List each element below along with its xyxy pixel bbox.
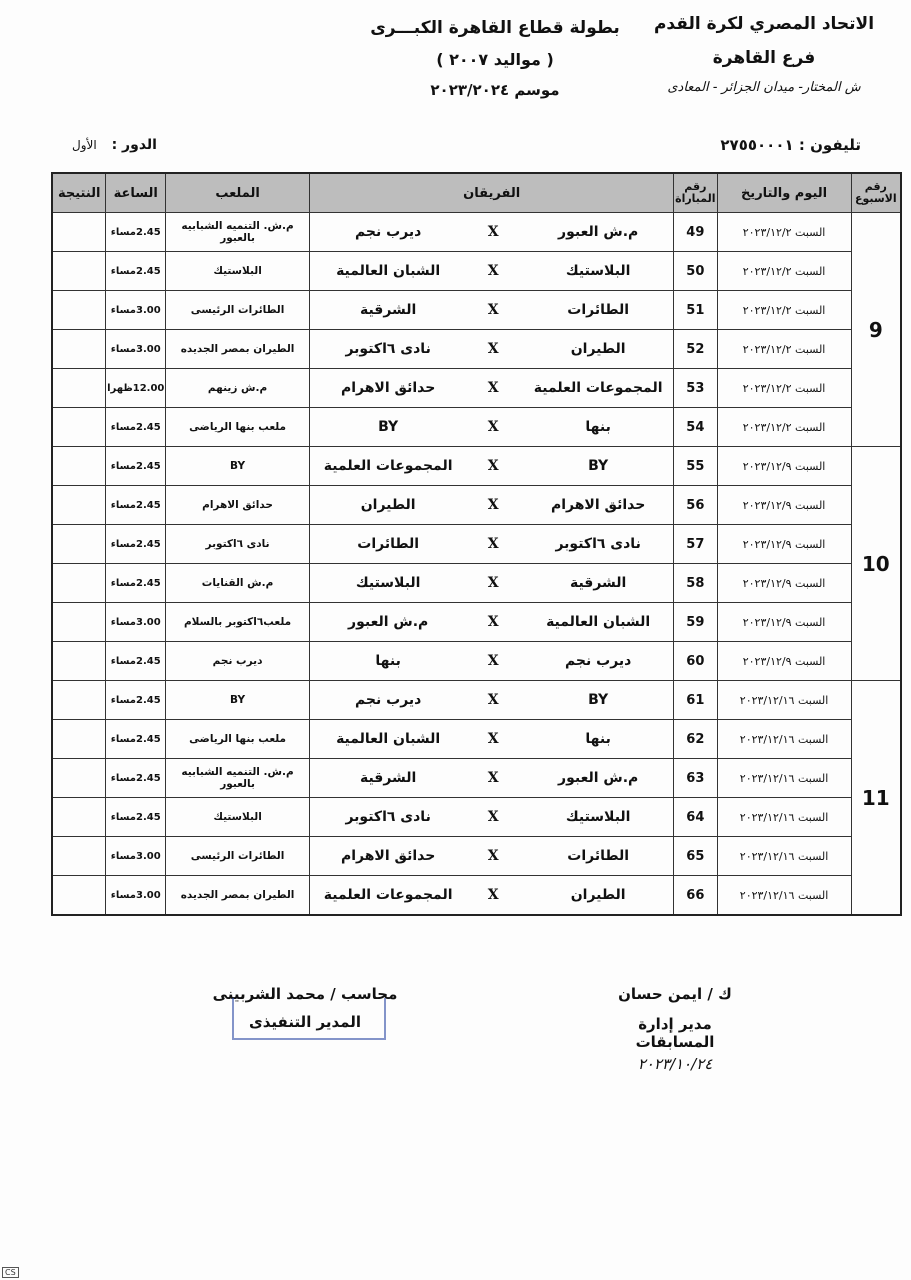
manager-name: ك / ايمن حسان [618, 985, 732, 1003]
match-result [52, 252, 106, 291]
match-time: 3.00مساء [106, 603, 165, 642]
home-team: م.ش العبور [558, 224, 639, 240]
match-date: السبت ٢٠٢٣/١٢/١٦ [717, 681, 851, 720]
match-venue: ملعب بنها الرياضى [165, 720, 309, 759]
away-team: نادى ٦اكتوبر [345, 809, 431, 825]
home-team: الشرقية [569, 575, 627, 591]
home-team: الطيران [570, 341, 626, 357]
header-result: النتيجة [52, 173, 106, 213]
match-time: 12.00ظهرا [106, 369, 165, 408]
home-team: حدائق الاهرام [550, 497, 646, 513]
match-teams [310, 681, 674, 720]
away-team: الشبان العالمية [336, 263, 441, 279]
match-result [52, 837, 106, 876]
week-number: 9 [851, 213, 901, 447]
table-row [52, 837, 901, 876]
match-venue: البلاستيك [165, 798, 309, 837]
home-team: البلاستيك [565, 263, 631, 279]
match-date: السبت ٢٠٢٣/١٢/٩ [717, 642, 851, 681]
table-row [52, 525, 901, 564]
match-time: 3.00مساء [106, 330, 165, 369]
teams-pair [310, 731, 673, 747]
teams-pair [310, 848, 673, 864]
match-number: 57 [674, 525, 717, 564]
match-teams [310, 603, 674, 642]
table-row [52, 252, 901, 291]
away-team: المجموعات العلمية [323, 458, 453, 474]
match-time: 2.45مساء [106, 759, 165, 798]
match-time: 2.45مساء [106, 213, 165, 252]
match-venue: الطائرات الرئيسى [165, 837, 309, 876]
match-result [52, 213, 106, 252]
match-teams [310, 486, 674, 525]
match-number: 49 [674, 213, 717, 252]
home-team: BY [588, 692, 609, 708]
federation-header [649, 14, 879, 95]
match-teams [310, 564, 674, 603]
away-team: نادى ٦اكتوبر [345, 341, 431, 357]
match-venue: م.ش القنايات [165, 564, 309, 603]
away-team: حدائق الاهرام [340, 380, 436, 396]
versus-mark: X [487, 848, 499, 864]
match-result [52, 876, 106, 916]
match-date: السبت ٢٠٢٣/١٢/١٦ [717, 837, 851, 876]
match-result [52, 642, 106, 681]
away-team: الشرقية [359, 770, 417, 786]
teams-pair [310, 419, 673, 435]
table-row [52, 486, 901, 525]
match-result [52, 603, 106, 642]
season: موسم ٢٠٢٣/٢٠٢٤ [430, 81, 560, 99]
header-match-no: رقم المباراة [674, 173, 717, 213]
away-team: الشرقية [359, 302, 417, 318]
match-result [52, 720, 106, 759]
away-team: ديرب نجم [354, 692, 422, 708]
match-venue: الطائرات الرئيسى [165, 291, 309, 330]
phone [720, 136, 861, 154]
match-number: 59 [674, 603, 717, 642]
table-header-row [52, 173, 901, 213]
match-venue: حدائق الاهرام [165, 486, 309, 525]
table-row [52, 798, 901, 837]
match-result [52, 798, 106, 837]
away-team: BY [378, 419, 399, 435]
match-number: 63 [674, 759, 717, 798]
versus-mark: X [487, 653, 499, 669]
home-team: الطائرات [567, 302, 630, 318]
accountant-title: المدير التنفيذى [248, 1013, 362, 1031]
match-date: السبت ٢٠٢٣/١٢/٢ [717, 213, 851, 252]
match-venue: BY [165, 447, 309, 486]
teams-pair [310, 575, 673, 591]
versus-mark: X [487, 770, 499, 786]
match-time: 2.45مساء [106, 642, 165, 681]
versus-mark: X [487, 887, 499, 903]
away-team: الشبان العالمية [336, 731, 441, 747]
match-teams [310, 642, 674, 681]
table-row [52, 447, 901, 486]
versus-mark: X [487, 692, 499, 708]
round-label: الدور : [111, 137, 157, 153]
table-row [52, 681, 901, 720]
match-time: 2.45مساء [106, 720, 165, 759]
versus-mark: X [487, 536, 499, 552]
championship-header [370, 18, 620, 99]
away-team: الطيران [360, 497, 416, 513]
match-teams [310, 720, 674, 759]
match-venue: م.ش زينهم [165, 369, 309, 408]
versus-mark: X [487, 263, 499, 279]
teams-pair [310, 302, 673, 318]
match-time: 2.45مساء [106, 252, 165, 291]
table-row [52, 408, 901, 447]
home-team: الطائرات [567, 848, 630, 864]
teams-pair [310, 380, 673, 396]
match-number: 64 [674, 798, 717, 837]
home-team: الطيران [570, 887, 626, 903]
table-row [52, 642, 901, 681]
versus-mark: X [487, 809, 499, 825]
match-teams [310, 330, 674, 369]
match-teams [310, 837, 674, 876]
table-row [52, 720, 901, 759]
match-date: السبت ٢٠٢٣/١٢/٢ [717, 291, 851, 330]
match-venue: م.ش. التنميه الشبابيه بالعبور [165, 759, 309, 798]
teams-pair [310, 692, 673, 708]
home-team: البلاستيك [565, 809, 631, 825]
week-number: 11 [851, 681, 901, 916]
match-time: 2.45مساء [106, 564, 165, 603]
championship-title: بطولة قطاع القاهرة الكبـــرى [370, 18, 620, 38]
teams-pair [310, 497, 673, 513]
teams-pair [310, 341, 673, 357]
fixtures-body [52, 213, 901, 916]
versus-mark: X [487, 614, 499, 630]
header-week: رقم الاسبوع [851, 173, 901, 213]
match-teams [310, 759, 674, 798]
home-team: المجموعات العلمية [533, 380, 663, 396]
match-result [52, 447, 106, 486]
match-teams [310, 291, 674, 330]
match-date: السبت ٢٠٢٣/١٢/٩ [717, 564, 851, 603]
match-venue: نادى ٦اكتوبر [165, 525, 309, 564]
match-date: السبت ٢٠٢٣/١٢/٢ [717, 408, 851, 447]
home-team: بنها [585, 419, 611, 435]
match-result [52, 369, 106, 408]
versus-mark: X [487, 497, 499, 513]
away-team: ديرب نجم [354, 224, 422, 240]
teams-pair [310, 809, 673, 825]
match-number: 52 [674, 330, 717, 369]
match-number: 61 [674, 681, 717, 720]
away-team: حدائق الاهرام [340, 848, 436, 864]
match-time: 2.45مساء [106, 447, 165, 486]
match-teams [310, 525, 674, 564]
teams-pair [310, 653, 673, 669]
away-team: المجموعات العلمية [323, 887, 453, 903]
match-venue: BY [165, 681, 309, 720]
header-venue: الملعب [165, 173, 309, 213]
stamp [232, 998, 386, 1040]
table-row [52, 213, 901, 252]
competitions-manager-signature [615, 985, 735, 1073]
match-venue: الطيران بمصر الجديده [165, 876, 309, 916]
match-number: 62 [674, 720, 717, 759]
teams-pair [310, 536, 673, 552]
phone-number: ٢٧٥٥٠٠٠١ [720, 136, 794, 154]
match-teams [310, 447, 674, 486]
match-result [52, 330, 106, 369]
match-result [52, 681, 106, 720]
match-number: 55 [674, 447, 717, 486]
teams-pair [310, 224, 673, 240]
fixtures-table [51, 172, 902, 916]
table-row [52, 564, 901, 603]
match-result [52, 408, 106, 447]
away-team: البلاستيك [355, 575, 421, 591]
round-info [72, 137, 157, 153]
phone-label: تليفون : [798, 136, 861, 154]
match-result [52, 486, 106, 525]
versus-mark: X [487, 731, 499, 747]
age-group: ( مواليد ٢٠٠٧ ) [436, 50, 554, 69]
match-number: 54 [674, 408, 717, 447]
match-time: 2.45مساء [106, 525, 165, 564]
match-teams [310, 876, 674, 916]
home-team: BY [588, 458, 609, 474]
scanner-watermark: CS [2, 1267, 19, 1278]
match-date: السبت ٢٠٢٣/١٢/١٦ [717, 759, 851, 798]
teams-pair [310, 770, 673, 786]
round-value: الأول [72, 138, 97, 152]
away-team: الطائرات [357, 536, 420, 552]
table-row [52, 876, 901, 916]
home-team: نادى ٦اكتوبر [555, 536, 641, 552]
header-time: الساعة [106, 173, 165, 213]
week-number: 10 [851, 447, 901, 681]
header-teams: الفريقان [310, 173, 674, 213]
address: ش المختار- ميدان الجزائر - المعادى [667, 80, 861, 95]
match-number: 60 [674, 642, 717, 681]
versus-mark: X [487, 380, 499, 396]
org-name: الاتحاد المصري لكرة القدم [653, 14, 875, 34]
match-time: 3.00مساء [106, 837, 165, 876]
match-time: 3.00مساء [106, 291, 165, 330]
match-date: السبت ٢٠٢٣/١٢/٩ [717, 525, 851, 564]
match-date: السبت ٢٠٢٣/١٢/٢ [717, 369, 851, 408]
match-result [52, 291, 106, 330]
teams-pair [310, 263, 673, 279]
versus-mark: X [487, 458, 499, 474]
match-number: 66 [674, 876, 717, 916]
match-time: 2.45مساء [106, 486, 165, 525]
versus-mark: X [487, 575, 499, 591]
versus-mark: X [487, 341, 499, 357]
match-date: السبت ٢٠٢٣/١٢/٢ [717, 330, 851, 369]
match-date: السبت ٢٠٢٣/١٢/١٦ [717, 798, 851, 837]
match-date: السبت ٢٠٢٣/١٢/٩ [717, 486, 851, 525]
match-date: السبت ٢٠٢٣/١٢/١٦ [717, 720, 851, 759]
match-number: 50 [674, 252, 717, 291]
match-venue: ملعب بنها الرياضى [165, 408, 309, 447]
match-teams [310, 252, 674, 291]
match-number: 53 [674, 369, 717, 408]
accountant-name: محاسب / محمد الشربينى [212, 985, 398, 1003]
match-venue: البلاستيك [165, 252, 309, 291]
branch-name: فرع القاهرة [712, 48, 816, 68]
table-row [52, 369, 901, 408]
table-row [52, 291, 901, 330]
match-result [52, 564, 106, 603]
home-team: بنها [585, 731, 611, 747]
match-number: 58 [674, 564, 717, 603]
match-venue: الطيران بمصر الجديده [165, 330, 309, 369]
match-teams [310, 408, 674, 447]
versus-mark: X [487, 419, 499, 435]
versus-mark: X [487, 302, 499, 318]
table-row [52, 330, 901, 369]
home-team: الشبان العالمية [546, 614, 651, 630]
versus-mark: X [487, 224, 499, 240]
match-teams [310, 798, 674, 837]
signature-date: ٢٠٢٣/١٠/٢٤ [637, 1055, 713, 1073]
match-teams [310, 369, 674, 408]
home-team: ديرب نجم [564, 653, 632, 669]
match-time: 2.45مساء [106, 681, 165, 720]
match-teams [310, 213, 674, 252]
match-venue: ديرب نجم [165, 642, 309, 681]
match-date: السبت ٢٠٢٣/١٢/٢ [717, 252, 851, 291]
manager-title: مدير إدارة المسابقات [635, 1015, 715, 1051]
match-date: السبت ٢٠٢٣/١٢/٩ [717, 447, 851, 486]
teams-pair [310, 887, 673, 903]
match-venue: ملعب٦اكتوبر بالسلام [165, 603, 309, 642]
match-date: السبت ٢٠٢٣/١٢/٩ [717, 603, 851, 642]
match-number: 51 [674, 291, 717, 330]
away-team: م.ش العبور [348, 614, 429, 630]
match-time: 2.45مساء [106, 798, 165, 837]
match-number: 65 [674, 837, 717, 876]
away-team: بنها [375, 653, 401, 669]
match-result [52, 759, 106, 798]
match-number: 56 [674, 486, 717, 525]
match-result [52, 525, 106, 564]
header-date: اليوم والتاريخ [717, 173, 851, 213]
match-venue: م.ش. التنميه الشبابيه بالعبور [165, 213, 309, 252]
match-time: 2.45مساء [106, 408, 165, 447]
home-team: م.ش العبور [558, 770, 639, 786]
table-row [52, 759, 901, 798]
teams-pair [310, 458, 673, 474]
table-row [52, 603, 901, 642]
teams-pair [310, 614, 673, 630]
match-time: 3.00مساء [106, 876, 165, 916]
match-date: السبت ٢٠٢٣/١٢/١٦ [717, 876, 851, 916]
